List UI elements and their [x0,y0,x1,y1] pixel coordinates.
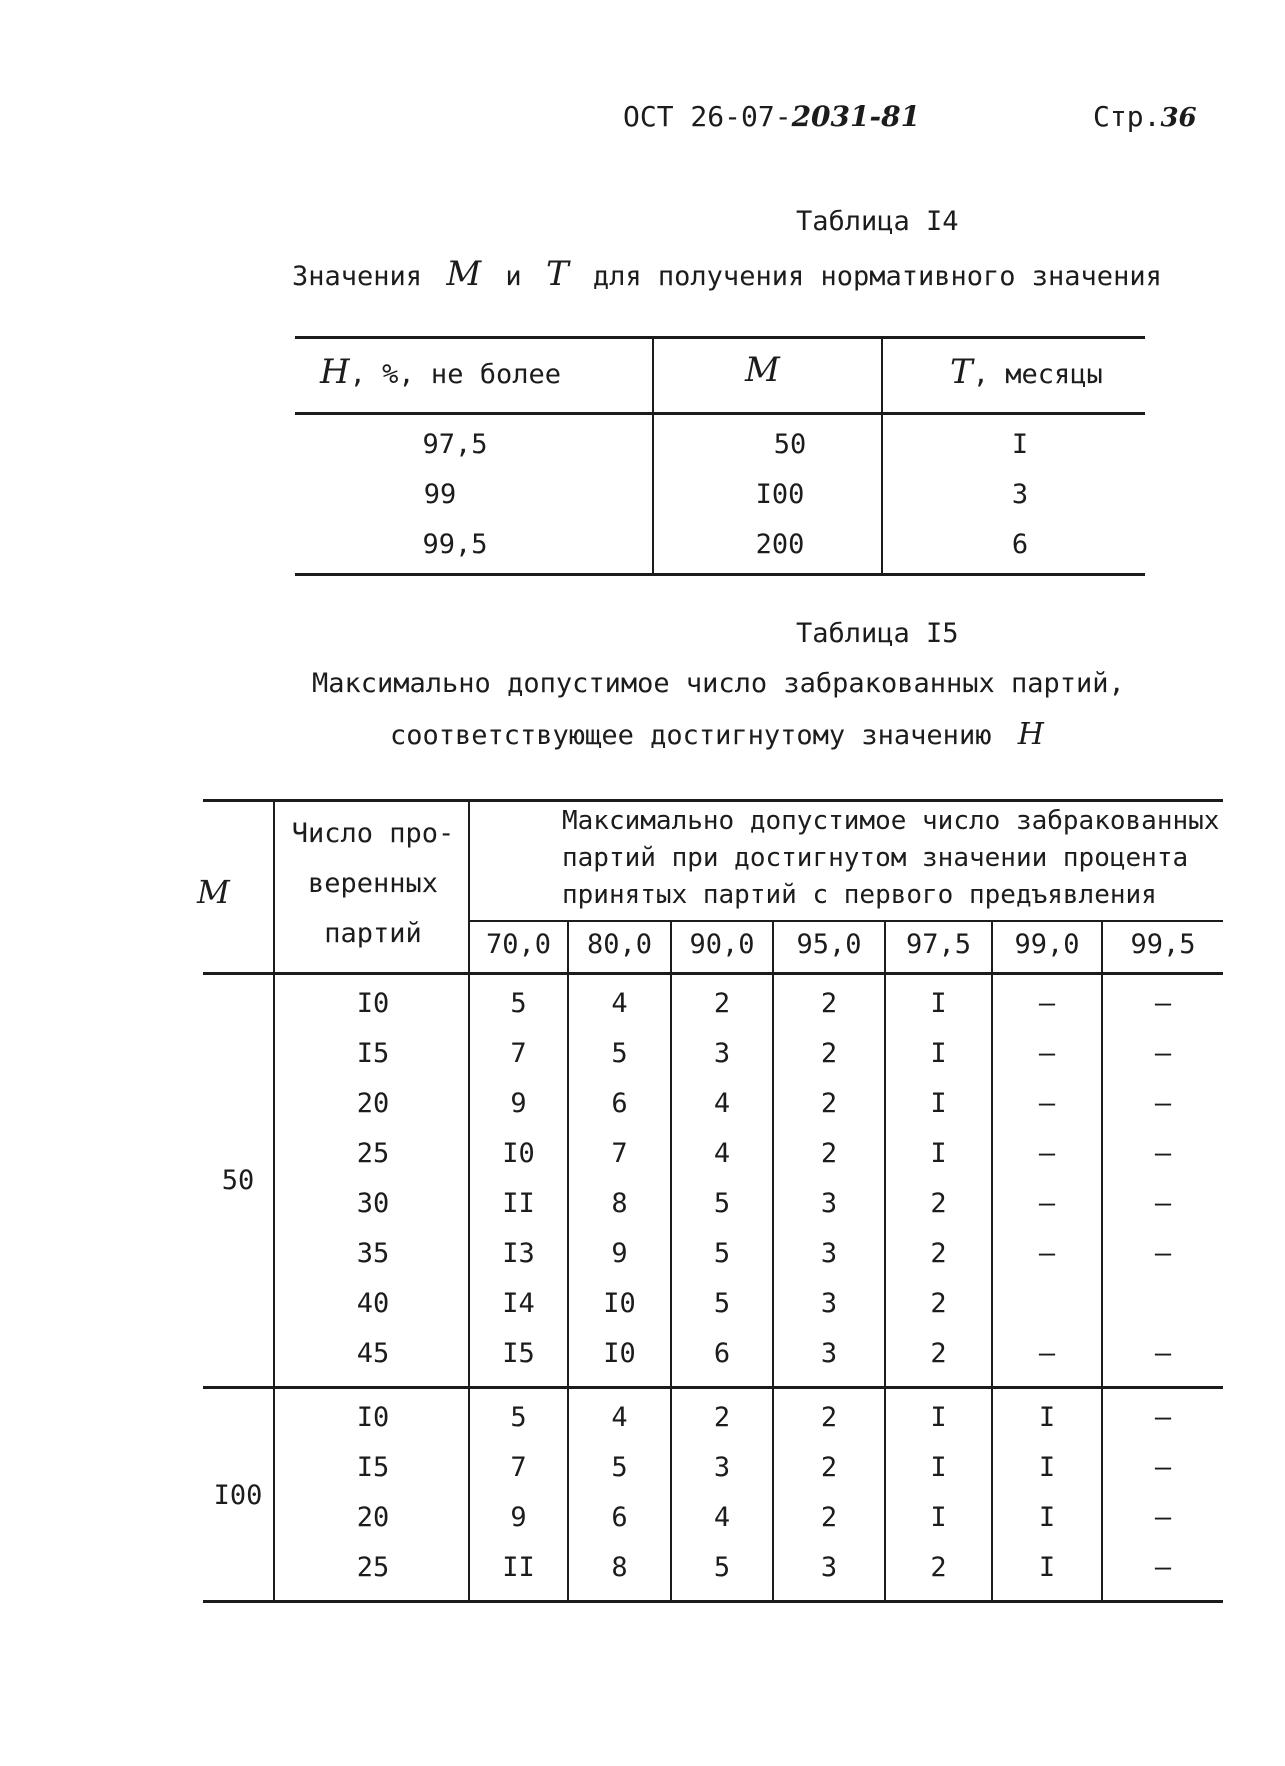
table15-subheader-rule [468,920,1223,922]
rejected-count-cell: – [1038,1338,1056,1369]
rejected-count-cell: – [1038,1138,1056,1169]
rejected-count-cell: I [1038,1452,1056,1483]
checked-count-cell: 25 [356,1138,390,1169]
t15-v-m [273,799,275,1602]
rejected-count-cell: 7 [510,1038,527,1069]
rejected-count-cell: 2 [930,1338,947,1369]
rejected-count-cell: 2 [930,1288,947,1319]
rejected-count-cell: I5 [502,1338,535,1369]
pct-col-5: 99,0 [1014,929,1080,960]
rejected-count-cell: 2 [820,1038,838,1069]
rejected-count-cell: – [1154,1402,1172,1433]
table15-col-max-3: принятых партий с первого предъявления [562,880,1157,910]
pct-col-4: 97,5 [905,929,972,960]
table15-col-m: M [197,873,230,911]
rejected-count-cell: 2 [930,1188,947,1219]
rejected-count-cell: 3 [820,1338,838,1369]
rejected-count-cell: 8 [611,1188,628,1219]
rejected-count-cell: 4 [713,1088,731,1119]
rejected-count-cell: 9 [611,1238,628,1269]
pct-col-2: 90,0 [689,929,755,960]
rejected-count-cell: 6 [713,1338,731,1369]
table14-title-post: для получения нормативного значения [592,261,1162,292]
rejected-count-cell: 3 [820,1288,838,1319]
table14-header-m: M [745,350,780,390]
doc-code-prefix: ОСТ 26-07- [623,100,792,133]
table15-col-max-1: Максимально допустимое число забракованных [562,806,1220,836]
page-number-handwritten: 36 [1160,103,1197,133]
sym-h: H [320,352,350,392]
header-t-text: , месяцы [972,359,1103,390]
rejected-count-cell: I [1038,1502,1056,1533]
rejected-count-cell: 5 [510,1402,527,1433]
table14-bottom-rule [295,573,1145,576]
rejected-count-cell: I0 [603,1288,636,1319]
rejected-count-cell: – [1038,1038,1056,1069]
rejected-count-cell: 5 [713,1288,731,1319]
table14-divider-2 [881,336,883,575]
rejected-count-cell: 7 [510,1452,527,1483]
table15-group-rule [203,1386,1223,1389]
pct-col-0: 70,0 [485,929,552,960]
group-m-100: I00 [213,1480,263,1511]
rejected-count-cell: 2 [820,1402,838,1433]
rejected-count-cell: – [1038,1188,1056,1219]
doc-code-handwritten: 2031-81 [791,100,921,133]
table15-header-rule [203,972,1223,975]
rejected-count-cell: – [1154,1138,1172,1169]
table15-title-line1: Максимально допустимое число забракованных партий, [312,668,1125,699]
pct-col-1: 80,0 [586,929,653,960]
sym-h-title: H [1017,717,1044,752]
table15-bottom-rule [203,1600,1223,1603]
table14-header-h [320,352,561,392]
rejected-count-cell: I [1038,1552,1056,1583]
rejected-count-cell: 5 [611,1452,628,1483]
t14-t-1: 3 [1011,479,1029,510]
rejected-count-cell: – [1154,1502,1172,1533]
table15-top-rule [203,799,1223,802]
rejected-count-cell: 2 [713,1402,731,1433]
rejected-count-cell: 4 [713,1138,731,1169]
table15-col-max-2: партий при достигнутом значении процента [562,843,1189,873]
rejected-count-cell: I [930,1088,947,1119]
sym-t: T [545,254,569,294]
checked-count-cell: 40 [356,1288,390,1319]
t14-h-0: 97,5 [422,429,488,460]
rejected-count-cell: – [1154,1338,1172,1369]
rejected-count-cell: – [1154,988,1172,1019]
table14-header-t [950,352,1103,392]
sym-t-header: T [950,352,973,392]
table14-top-rule [295,336,1145,339]
table14-header-rule [295,412,1145,415]
rejected-count-cell: 5 [713,1552,731,1583]
pct-col-3: 95,0 [796,929,862,960]
table14-title [292,254,1162,294]
rejected-count-cell: 2 [820,1502,838,1533]
rejected-count-cell: – [1154,1452,1172,1483]
checked-count-cell: 30 [356,1188,390,1219]
rejected-count-cell: – [1154,1552,1172,1583]
rejected-count-cell: 3 [820,1188,838,1219]
checked-count-cell: 35 [356,1238,390,1269]
rejected-count-cell: 6 [611,1502,628,1533]
checked-count-cell: I0 [356,988,390,1019]
t14-m-2: 200 [755,529,805,560]
checked-count-cell: I5 [356,1038,390,1069]
table14-title-pre: Значения [292,261,423,292]
t14-t-0: I [1011,429,1029,460]
rejected-count-cell: I [930,1038,947,1069]
t14-h-2: 99,5 [422,529,488,560]
checked-count-cell: 25 [356,1552,390,1583]
rejected-count-cell: 9 [510,1088,527,1119]
rejected-count-cell: II [502,1552,535,1583]
rejected-count-cell: – [1154,1088,1172,1119]
rejected-count-cell: 5 [713,1238,731,1269]
checked-count-cell: 45 [356,1338,390,1369]
table15-col-checked-1: Число про- [291,818,455,849]
rejected-count-cell: – [1154,1038,1172,1069]
rejected-count-cell: I [930,988,947,1019]
page-number [1093,100,1197,133]
header-h-text: , %, не более [349,359,561,390]
rejected-count-cell: – [1038,988,1056,1019]
rejected-count-cell: I0 [603,1338,636,1369]
rejected-count-cell: 2 [820,1088,838,1119]
rejected-count-cell: I [930,1452,947,1483]
rejected-count-cell: I [930,1502,947,1533]
checked-count-cell: 20 [356,1502,390,1533]
rejected-count-cell: 3 [820,1238,838,1269]
rejected-count-cell: 6 [611,1088,628,1119]
document-code [623,100,920,133]
table14-divider-1 [652,336,654,575]
rejected-count-cell: 4 [611,988,628,1019]
group-m-50: 50 [221,1165,255,1196]
checked-count-cell: I0 [356,1402,390,1433]
table14-caption: Таблица I4 [796,206,959,237]
sym-m: M [446,254,482,294]
rejected-count-cell: I4 [502,1288,535,1319]
rejected-count-cell: 5 [510,988,527,1019]
rejected-count-cell: I [930,1138,947,1169]
rejected-count-cell: – [1038,1088,1056,1119]
t14-m-0: 50 [773,429,807,460]
rejected-count-cell: I [930,1402,947,1433]
rejected-count-cell: 4 [611,1402,628,1433]
checked-count-cell: I5 [356,1452,390,1483]
t14-m-1: I00 [755,479,805,510]
pct-col-6: 99,5 [1130,929,1196,960]
rejected-count-cell: 9 [510,1502,527,1533]
rejected-count-cell: 4 [713,1502,731,1533]
table15-title-line2-text: соответствующее достигнутому значению [390,720,992,751]
t14-t-2: 6 [1011,529,1029,560]
rejected-count-cell: 2 [930,1238,947,1269]
rejected-count-cell: – [1154,1188,1172,1219]
rejected-count-cell: II [502,1188,535,1219]
rejected-count-cell: I [1038,1402,1056,1433]
rejected-count-cell: 5 [713,1188,731,1219]
rejected-count-cell: 5 [611,1038,628,1069]
rejected-count-cell: 2 [820,1452,838,1483]
page-prefix: Стр. [1093,100,1161,133]
t14-h-1: 99 [423,479,457,510]
checked-count-cell: 20 [356,1088,390,1119]
rejected-count-cell: 3 [820,1552,838,1583]
rejected-count-cell: 2 [820,1138,838,1169]
rejected-count-cell: I0 [502,1138,535,1169]
rejected-count-cell: 2 [930,1552,947,1583]
rejected-count-cell: 3 [713,1038,731,1069]
rejected-count-cell: 3 [713,1452,731,1483]
table15-title-line2 [390,717,1044,752]
rejected-count-cell: – [1038,1238,1056,1269]
rejected-count-cell: 2 [713,988,731,1019]
rejected-count-cell: I3 [502,1238,535,1269]
table15-col-checked-3: партий [324,918,422,949]
rejected-count-cell: 8 [611,1552,628,1583]
table14-title-and: и [505,261,522,292]
rejected-count-cell: 7 [611,1138,628,1169]
rejected-count-cell: 2 [820,988,838,1019]
table15-caption: Таблица I5 [796,618,959,649]
table15-col-checked-2: веренных [307,868,439,899]
rejected-count-cell: – [1154,1238,1172,1269]
